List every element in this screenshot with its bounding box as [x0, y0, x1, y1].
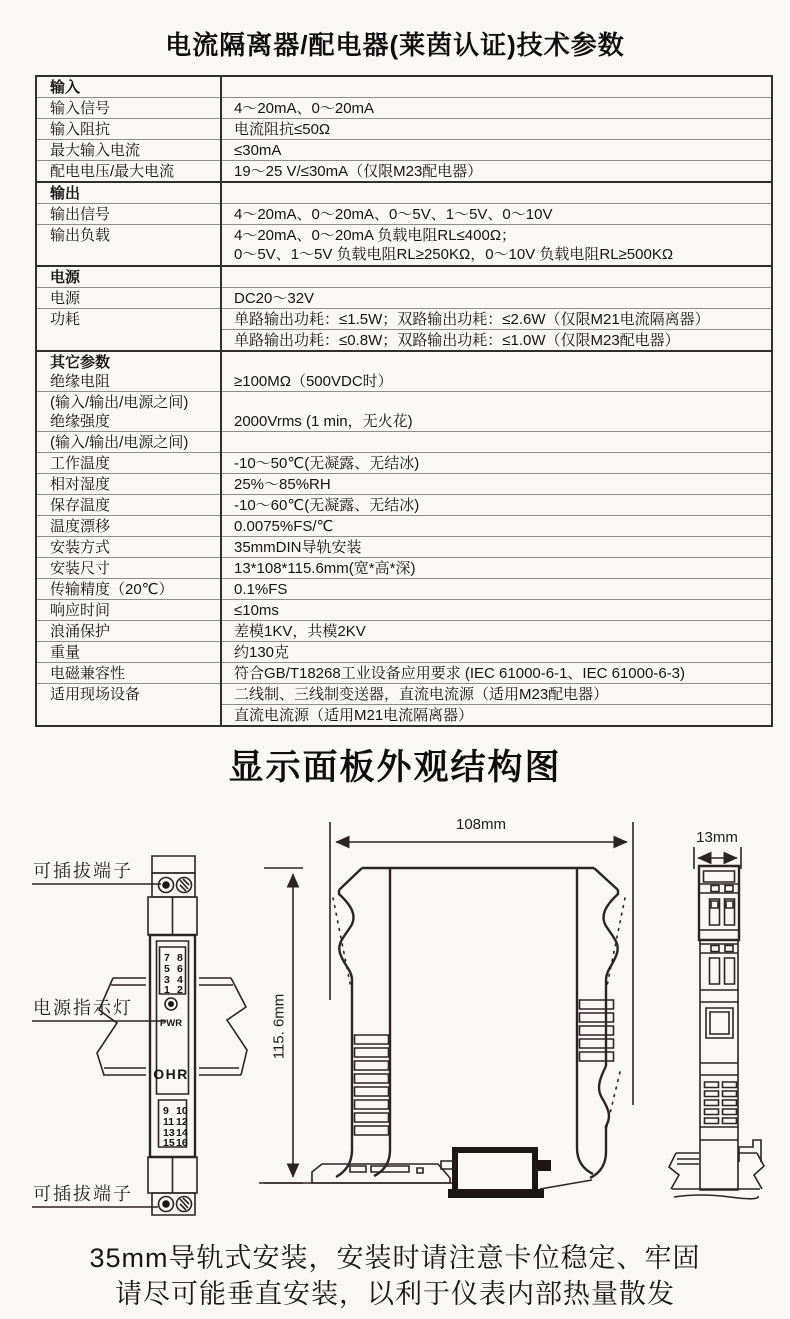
- spec-label-cell: 安装尺寸: [36, 557, 221, 578]
- spec-value-cell: DC20～32V: [221, 287, 772, 308]
- spec-row: [36, 161, 772, 183]
- spec-row: [36, 266, 772, 288]
- side-profile-drawing: [259, 822, 633, 1198]
- spec-row: [36, 620, 772, 641]
- spec-value-cell: 0.1%FS: [221, 578, 772, 599]
- spec-label-cell: 重量: [36, 641, 221, 662]
- spec-value-cell: 二线制、三线制变送器，直流电流源（适用M23配电器）: [221, 683, 772, 704]
- spec-value-cell: ≥100MΩ（500VDC时）: [221, 351, 772, 392]
- terminal-number: 13: [163, 1127, 175, 1139]
- spec-label-cell: 温度漂移: [36, 515, 221, 536]
- terminal-number: 12: [176, 1116, 188, 1128]
- narrow-front-drawing: [669, 847, 764, 1199]
- spec-value-cell: [221, 182, 772, 204]
- brand-logo: OHR: [153, 1066, 189, 1082]
- spec-label-cell: 安装方式: [36, 536, 221, 557]
- spec-row: [36, 119, 772, 140]
- spec-label-cell: 输出信号: [36, 204, 221, 225]
- spec-label-cell: 相对湿度: [36, 473, 221, 494]
- din-clip-plate: [312, 1164, 450, 1183]
- spec-row: [36, 76, 772, 98]
- spec-value-cell: 差模1KV，共模2KV: [221, 620, 772, 641]
- spec-row: [36, 494, 772, 515]
- spec-value-cell: 25%～85%RH: [221, 473, 772, 494]
- spec-row: [36, 308, 772, 329]
- spec-label-cell: 传输精度（20℃）: [36, 578, 221, 599]
- spec-value-cell: 单路输出功耗：≤1.5W；双路输出功耗：≤2.6W（仅限M21电流隔离器）: [221, 308, 772, 329]
- terminal-number: 9: [163, 1105, 169, 1117]
- spec-row: [36, 515, 772, 536]
- spec-value-cell: [221, 431, 772, 452]
- dimension-13mm: 13mm: [696, 829, 738, 846]
- spec-row: [36, 536, 772, 557]
- extension-lines: [330, 822, 633, 1105]
- spec-label-cell: 响应时间: [36, 599, 221, 620]
- spec-row: [36, 641, 772, 662]
- spec-row: [36, 578, 772, 599]
- spec-row: [36, 351, 772, 392]
- spec-value-cell: -10～50℃(无凝露、无结冰): [221, 452, 772, 473]
- spec-value-cell: 4～20mA、0～20mA 负载电阻RL≤400Ω； 0～5V、1～5V 负载电阻RL≥250KΩ，0～10V 负载电阻RL≥500KΩ: [221, 225, 772, 266]
- spec-table: [35, 75, 773, 727]
- spec-label-cell: 功耗: [36, 308, 221, 351]
- spec-label-cell: 最大输入电流: [36, 140, 221, 161]
- spec-row: [36, 391, 772, 431]
- terminal-number: 7: [164, 952, 170, 964]
- spec-label-cell: (输入/输出/电源之间) 绝缘强度: [36, 391, 221, 431]
- spec-label-cell: 电磁兼容性: [36, 662, 221, 683]
- pwr-label: PWR: [159, 1018, 183, 1029]
- spec-label-cell: 输入阻抗: [36, 119, 221, 140]
- spec-value-cell: 35mmDIN导轨安装: [221, 536, 772, 557]
- terminal-number: 6: [177, 963, 183, 975]
- spec-value-cell: -10～60℃(无凝露、无结冰): [221, 494, 772, 515]
- spec-row: [36, 683, 772, 704]
- spec-value-cell: 直流电流源（适用M21电流隔离器）: [221, 704, 772, 726]
- front-view-drawing: [32, 854, 247, 1216]
- label-power-led: 电源指示灯: [33, 998, 133, 1018]
- install-note-line2: 请尽可能垂直安装，以利于仪表内部热量散发: [115, 1279, 675, 1309]
- spec-label-cell: 保存温度: [36, 494, 221, 515]
- terminal-number: 10: [176, 1105, 188, 1117]
- spec-row: [36, 182, 772, 204]
- spec-value-cell: 0.0075%FS/℃: [221, 515, 772, 536]
- terminal-number: 15: [163, 1137, 175, 1149]
- spec-label-cell: 输出: [36, 182, 221, 204]
- spec-row: [36, 287, 772, 308]
- terminal-number: 2: [177, 984, 183, 996]
- spec-table-body: [36, 76, 772, 726]
- spec-value-cell: 4～20mA、0～20mA: [221, 98, 772, 119]
- spec-row: [36, 225, 772, 266]
- page-title: 电流隔离器/配电器(莱茵认证)技术参数: [165, 30, 625, 60]
- spec-row: [36, 98, 772, 119]
- dimension-115-6mm: 115. 6mm: [270, 993, 288, 1060]
- spec-row: [36, 452, 772, 473]
- terminal-number: 4: [177, 974, 183, 986]
- terminal-number: 3: [164, 974, 170, 986]
- left-vent-slots: [355, 1035, 389, 1135]
- spec-value-cell: ≤30mA: [221, 140, 772, 161]
- spec-label-cell: 输出负载: [36, 225, 221, 266]
- terminal-number: 8: [177, 952, 183, 964]
- spec-value-cell: [221, 76, 772, 98]
- spec-value-cell: 13*108*115.6mm(宽*高*深): [221, 557, 772, 578]
- spec-row: [36, 431, 772, 452]
- spec-label-cell: 工作温度: [36, 452, 221, 473]
- spec-label-cell: 电源: [36, 266, 221, 288]
- spec-value-cell: 4～20mA、0～20mA、0～5V、1～5V、0～10V: [221, 204, 772, 225]
- spec-value-cell: 单路输出功耗：≤0.8W；双路输出功耗：≤1.0W（仅限M23配电器）: [221, 329, 772, 351]
- spec-row: [36, 557, 772, 578]
- spec-value-cell: [221, 266, 772, 288]
- terminal-number: 16: [176, 1137, 188, 1149]
- spec-label-cell: 电源: [36, 287, 221, 308]
- spec-row: [36, 204, 772, 225]
- spec-row: [36, 473, 772, 494]
- spec-label-cell: 其它参数 绝缘电阻: [36, 351, 221, 392]
- terminal-number: 11: [163, 1116, 175, 1128]
- label-bottom-terminal: 可插拔端子: [33, 1184, 133, 1204]
- spec-value-cell: 约130克: [221, 641, 772, 662]
- spec-label-cell: 输入: [36, 76, 221, 98]
- install-note-line1: 35mm导轨式安装，安装时请注意卡位稳定、牢固: [89, 1243, 701, 1273]
- label-top-terminal: 可插拔端子: [33, 861, 133, 881]
- terminal-number: 1: [164, 984, 170, 996]
- right-vent-slots: [580, 1000, 614, 1061]
- spec-value-cell: 符合GB/T18268工业设备应用要求 (IEC 61000-6-1、IEC 61000-6-3): [221, 662, 772, 683]
- dimension-108mm: 108mm: [455, 816, 507, 833]
- spec-label-cell: (输入/输出/电源之间): [36, 431, 221, 452]
- left-rail-clip-profile: [336, 890, 354, 1177]
- spec-label-cell: 配电电压/最大电流: [36, 161, 221, 183]
- spec-value-cell: 电流阻抗≤50Ω: [221, 119, 772, 140]
- spec-row: [36, 140, 772, 161]
- spec-value-cell: ≤10ms: [221, 599, 772, 620]
- spec-value-cell: 19～25 V/≤30mA（仅限M23配电器）: [221, 161, 772, 183]
- spec-value-cell: 2000Vrms (1 min，无火花): [221, 391, 772, 431]
- terminal-number: 5: [164, 963, 170, 975]
- rail-lock-connector: [441, 1150, 551, 1198]
- spec-row: [36, 662, 772, 683]
- spec-row: [36, 599, 772, 620]
- terminal-number: 14: [176, 1127, 188, 1139]
- spec-label-cell: 适用现场设备: [36, 683, 221, 726]
- narrow-vent-slots: [705, 1082, 737, 1124]
- spec-label-cell: 输入信号: [36, 98, 221, 119]
- diagram-section-title: 显示面板外观结构图: [228, 748, 562, 787]
- spec-label-cell: 浪涌保护: [36, 620, 221, 641]
